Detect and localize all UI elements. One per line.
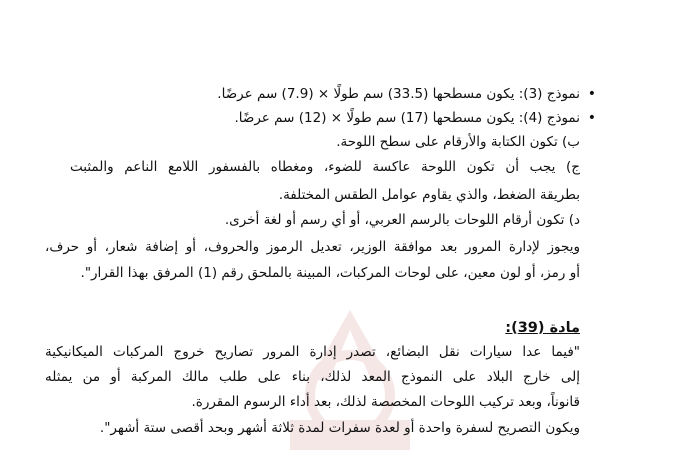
article-heading: مادة (39): bbox=[505, 320, 580, 336]
paragraph-c-line2: بطريقة الضغط، والذي يقاوم عوامل الطقس المختلفة. bbox=[278, 187, 580, 203]
list-item: • نموذج (4): يكون مسطحها (17) سم طولًا × (12) سم عرضًا. bbox=[234, 108, 580, 128]
paragraph-c-line1: ج) يجب أن تكون اللوحة عاكسة للضوء، ومغطاه بالفسفور اللامع الناعم والمثبت bbox=[70, 159, 580, 175]
article-line3: قانوناً، وبعد تركيب اللوحات المخصصة لذلك، بعد أداء الرسوم المقررة. bbox=[191, 394, 580, 410]
list-item: • نموذج (3): يكون مسطحها (33.5) سم طولًا × (7.9) سم عرضًا. bbox=[217, 84, 580, 104]
article-line4: ويكون التصريح لسفرة واحدة أو لعدة سفرات لمدة ثلاثة أشهر وبحد أقصى ستة أشهر". bbox=[99, 420, 580, 436]
paragraph-e-line2: أو رمز، أو لون معين، على لوحات المركبات، المبينة بالملحق رقم (1) المرفق بهذا القرار". bbox=[80, 265, 580, 281]
paragraph-b: ب) تكون الكتابة والأرقام على سطح اللوحة. bbox=[336, 134, 580, 150]
article-line1: "فيما عدا سيارات نقل البضائع، تصدر إدارة المرور تصاريح خروج المركبات الميكانيكية bbox=[45, 344, 580, 360]
paragraph-e-line1: ويجوز لإدارة المرور بعد موافقة الوزير، تعديل الرموز والحروف، أو إضافة شعار، أو حرف، bbox=[45, 239, 580, 255]
paragraph-d: د) تكون أرقام اللوحات بالرسم العربي، أو أي رسم أو لغة أخرى. bbox=[224, 212, 580, 228]
article-line2: إلى خارج البلاد على النموذج المعد لذلك، بناء على طلب مالك المركبة أو من يمثله bbox=[45, 369, 580, 385]
